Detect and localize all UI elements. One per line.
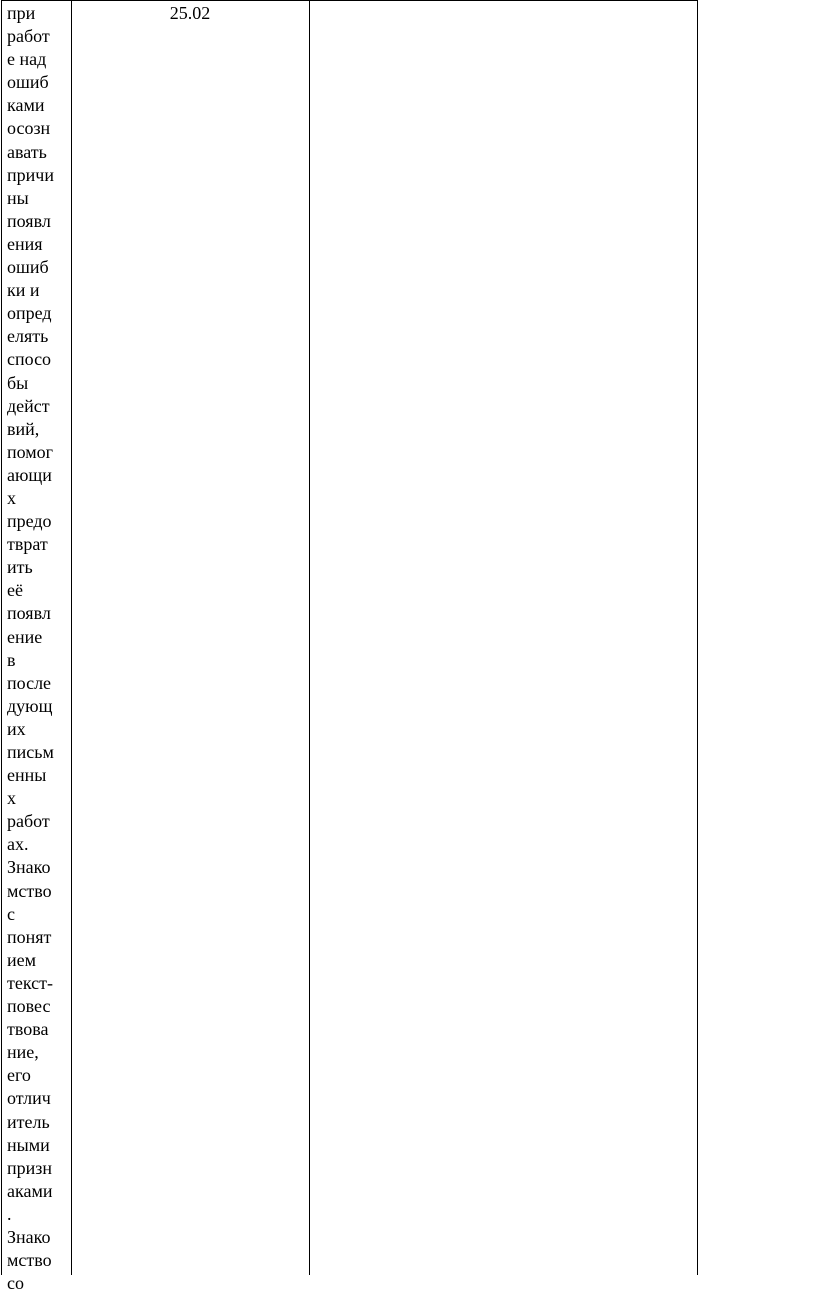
- lesson-text-line: твова: [7, 1019, 49, 1040]
- lesson-text-line: при: [7, 3, 36, 23]
- lesson-text-line: Знако: [7, 857, 51, 878]
- column-divider-2: [309, 0, 310, 1275]
- lesson-text-line: е над: [7, 49, 47, 70]
- lesson-date-cell: 25.02: [169, 3, 211, 23]
- lesson-text-line: ить: [7, 557, 33, 578]
- lesson-text-line: спосо: [7, 349, 52, 370]
- lesson-text-line: ки и: [7, 280, 40, 301]
- lesson-text-line: причи: [7, 164, 54, 185]
- lesson-text-line: повес: [7, 996, 51, 1017]
- lesson-text-line: аками: [7, 1180, 53, 1201]
- lesson-text-line: ающи: [7, 464, 52, 485]
- lesson-text-line: х: [7, 788, 16, 809]
- lesson-text-line: ками: [7, 95, 45, 116]
- lesson-text-line: ошиб: [7, 257, 49, 278]
- lesson-text-line: ения: [7, 233, 43, 254]
- lesson-text-line: х: [7, 487, 16, 508]
- lesson-text-line: Знако: [7, 1226, 51, 1247]
- lesson-text-line: мство: [7, 880, 52, 901]
- lesson-text-line: появл: [7, 603, 51, 624]
- lesson-text-line: дующ: [7, 695, 53, 716]
- lesson-text-line: ние,: [7, 1042, 39, 1063]
- lesson-text-line: с: [7, 903, 15, 924]
- lesson-text-line: мство: [7, 1250, 52, 1271]
- lesson-text-line: работ: [7, 811, 50, 832]
- table-top-border: [1, 0, 698, 1]
- lesson-text-line: авать: [7, 141, 47, 162]
- lesson-text-line: его: [7, 1065, 31, 1086]
- lesson-text-line: в: [7, 649, 16, 670]
- lesson-text-line: ение: [7, 626, 43, 647]
- lesson-text-line: ием: [7, 949, 37, 970]
- lesson-text-line: текст-: [7, 972, 54, 993]
- lesson-text-line: елять: [7, 326, 49, 347]
- lesson-text-line: ными: [7, 1134, 50, 1155]
- lesson-topic-cell: [7, 2, 69, 1295]
- lesson-text-line: .: [7, 1203, 12, 1224]
- lesson-text-line: призн: [7, 1157, 53, 1178]
- table-border-left: [1, 0, 2, 1275]
- lesson-text-line: её: [7, 580, 23, 601]
- lesson-text-line: письм: [7, 742, 54, 762]
- lesson-text-line: ошиб: [7, 72, 49, 93]
- lesson-text-line: итель: [7, 1111, 50, 1132]
- column-divider-1: [71, 0, 72, 1275]
- lesson-text-line: их: [7, 718, 26, 739]
- lesson-text-line: со: [7, 1273, 24, 1294]
- lesson-text-line: помог: [7, 441, 54, 462]
- lesson-text-line: опред: [7, 303, 52, 324]
- lesson-text-line: понят: [7, 926, 52, 947]
- lesson-text-line: отлич: [7, 1088, 51, 1109]
- lesson-text-line: ах.: [7, 834, 29, 855]
- lesson-text-line: енны: [7, 765, 47, 786]
- lesson-text-line: осозн: [7, 118, 51, 139]
- lesson-text-line: предо: [7, 511, 52, 532]
- lesson-text-line: бы: [7, 372, 29, 393]
- lesson-text-line: ны: [7, 187, 29, 208]
- lesson-text-line: тврат: [7, 534, 48, 555]
- lesson-text-line: появл: [7, 210, 51, 231]
- table-border-right: [697, 0, 698, 1275]
- lesson-text-line: после: [7, 672, 52, 693]
- lesson-text-line: работ: [7, 26, 50, 47]
- lesson-text-line: дейст: [7, 395, 50, 416]
- lesson-text-line: вий,: [7, 418, 40, 439]
